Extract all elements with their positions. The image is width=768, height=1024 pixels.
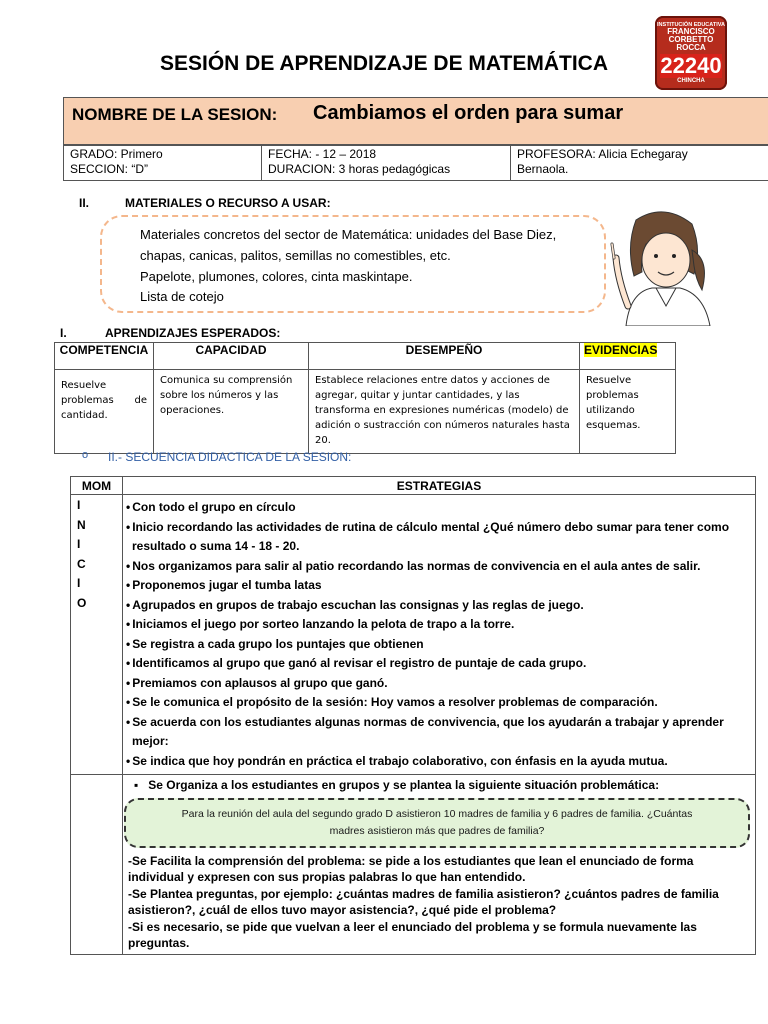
col-estrategias: ESTRATEGIAS — [123, 477, 756, 495]
desarrollo-intro-text: Se Organiza a los estudiantes en grupos y se plantea la siguiente situación problemática: — [148, 778, 660, 792]
list-item: • Agrupados en grupos de trabajo escuchan las consignas y las reglas de juego. — [126, 596, 754, 616]
list-item: • Nos organizamos para salir al patio recordando las normas de convivencia en el aula antes de salir. — [126, 557, 754, 577]
inicio-letter: N — [77, 517, 86, 532]
materials-number: II. — [79, 196, 90, 210]
list-item: • Se acuerda con los estudiantes algunas normas de convivencia, que los ayudarán a trabajar y aprender mejor: — [126, 713, 754, 752]
aprendizajes-number: I. — [60, 326, 67, 340]
desarrollo-bullet: ▪ — [134, 778, 139, 792]
inicio-letter: I — [77, 537, 81, 551]
logo-number: 22240 — [660, 53, 722, 78]
inicio-letter: O — [77, 595, 87, 610]
materials-line: Lista de cotejo — [140, 289, 224, 304]
col-capacidad: CAPACIDAD — [154, 343, 309, 370]
profesora: PROFESORA: Alicia Echegaray — [517, 147, 688, 161]
logo-line-rocca: ROCCA — [676, 43, 706, 52]
col-desempeno: DESEMPEÑO — [309, 343, 580, 370]
logo-city: CHINCHA — [677, 78, 705, 84]
list-item: • Se le comunica el propósito de la sesión: Hoy vamos a resolver problemas de comparación. — [126, 693, 754, 713]
grado-seccion-cell — [64, 146, 262, 181]
logo-line-corbetto: CORBETTO — [668, 35, 714, 44]
materials-box — [100, 215, 606, 313]
list-item: • Identificamos al grupo que ganó al revisar el registro de puntaje de cada grupo. — [126, 654, 754, 674]
aprendizajes-table — [54, 342, 676, 454]
desempeno-cell: Establece relaciones entre datos y acciones de agregar, quitar y juntar cantidades, y las transforma en expresiones numéricas (modelo) de adición o sustracción con números naturales hasta 20. — [309, 370, 580, 454]
list-item: • Se indica que hoy pondrán en práctica el trabajo colaborativo, con énfasis en la ayuda mutua. — [126, 752, 754, 772]
aprendizajes-heading: APRENDIZAJES ESPERADOS: — [105, 326, 281, 340]
col-evidencias — [580, 343, 676, 370]
school-logo — [655, 16, 727, 90]
inicio-strategies — [123, 495, 756, 775]
list-item: • Premiamos con aplausos al grupo que ganó. — [126, 674, 754, 694]
desarrollo-paragraph: -Se Plantea preguntas, por ejemplo: ¿cuántas madres de familia asistieron? ¿cuántos padres de familia asistieron?, ¿cuál de ellos tuvo mayor asistencia?, ¿qué pide el problema? — [128, 887, 719, 917]
estrategias-table — [70, 476, 756, 955]
desarrollo-strategies — [123, 775, 756, 955]
desarrollo-intro — [124, 776, 754, 792]
col-mom: MOM — [71, 477, 123, 495]
materials-line: chapas, canicas, palitos, semillas no comestibles, etc. — [140, 248, 451, 263]
inicio-list — [124, 496, 754, 773]
desarrollo-mom-cell — [71, 775, 123, 955]
seccion: SECCION: “D” — [70, 162, 148, 176]
inicio-letter: I — [77, 576, 81, 590]
logo-line-francisco: FRANCISCO — [667, 27, 715, 36]
fecha-duracion-cell — [262, 146, 511, 181]
list-item: • Proponemos jugar el tumba latas — [126, 576, 754, 596]
session-name: Cambiamos el orden para sumar — [313, 102, 624, 124]
inicio-letter: I — [77, 498, 81, 512]
list-item: • Inicio recordando las actividades de rutina de cálculo mental ¿Qué número debo sumar para tener como resultado o suma 14 - 18 - 20. — [126, 518, 754, 557]
secuencia-bullet: o — [82, 449, 89, 461]
inicio-letters — [71, 495, 123, 775]
materials-line: Materiales concretos del sector de Matemática: unidades del Base Diez, — [140, 227, 557, 242]
problem-line: Para la reunión del aula del segundo grado D asistieron 10 madres de familia y 6 padres de familia. ¿Cuántas — [181, 808, 693, 820]
logo-line-institucion: INSTITUCIÓN EDUCATIVA — [657, 22, 725, 28]
grado: GRADO: Primero — [70, 147, 163, 161]
profesora-apellido: Bernaola. — [517, 162, 569, 176]
secuencia-heading: II.- SECUENCIA DIDACTICA DE LA SESION: — [108, 450, 352, 464]
page-title: SESIÓN DE APRENDIZAJE DE MATEMÁTICA — [159, 52, 609, 75]
profesora-cell — [511, 146, 768, 181]
evidencias-highlight: EVIDENCIAS — [584, 343, 658, 357]
problem-line: madres asistieron más que padres de familia? — [329, 825, 545, 837]
session-label: NOMBRE DE LA SESION: — [72, 105, 278, 124]
girl-illustration — [606, 210, 726, 326]
desarrollo-paragraph: -Si es necesario, se pide que vuelvan a leer el enunciado del problema y se formula nuevamente las preguntas. — [128, 920, 697, 950]
duracion: DURACION: 3 horas pedagógicas — [268, 162, 451, 176]
list-item: • Con todo el grupo en círculo — [126, 498, 754, 518]
evidencias-cell: Resuelve problemas utilizando esquemas. — [580, 370, 676, 454]
col-competencia: COMPETENCIA — [55, 343, 154, 370]
materials-heading: MATERIALES O RECURSO A USAR: — [125, 196, 331, 210]
capacidad-cell: Comunica su comprensión sobre los números y las operaciones. — [154, 370, 309, 454]
session-info-table — [63, 145, 768, 181]
fecha: FECHA: - 12 – 2018 — [268, 147, 377, 161]
list-item: • Se registra a cada grupo los puntajes que obtienen — [126, 635, 754, 655]
desarrollo-paragraph: -Se Facilita la comprensión del problema: se pide a los estudiantes que lean el enunciado de forma individual y expresen con sus propias palabras lo que han entendido. — [128, 854, 694, 884]
inicio-letter: C — [77, 556, 86, 571]
materials-line: Papelote, plumones, colores, cinta maskintape. — [140, 269, 413, 284]
list-item: • Iniciamos el juego por sorteo lanzando la pelota de trapo a la torre. — [126, 615, 754, 635]
problem-box — [124, 798, 750, 848]
session-name-box — [63, 97, 768, 145]
competencia-cell: Resuelve problemas de cantidad. — [55, 370, 154, 454]
